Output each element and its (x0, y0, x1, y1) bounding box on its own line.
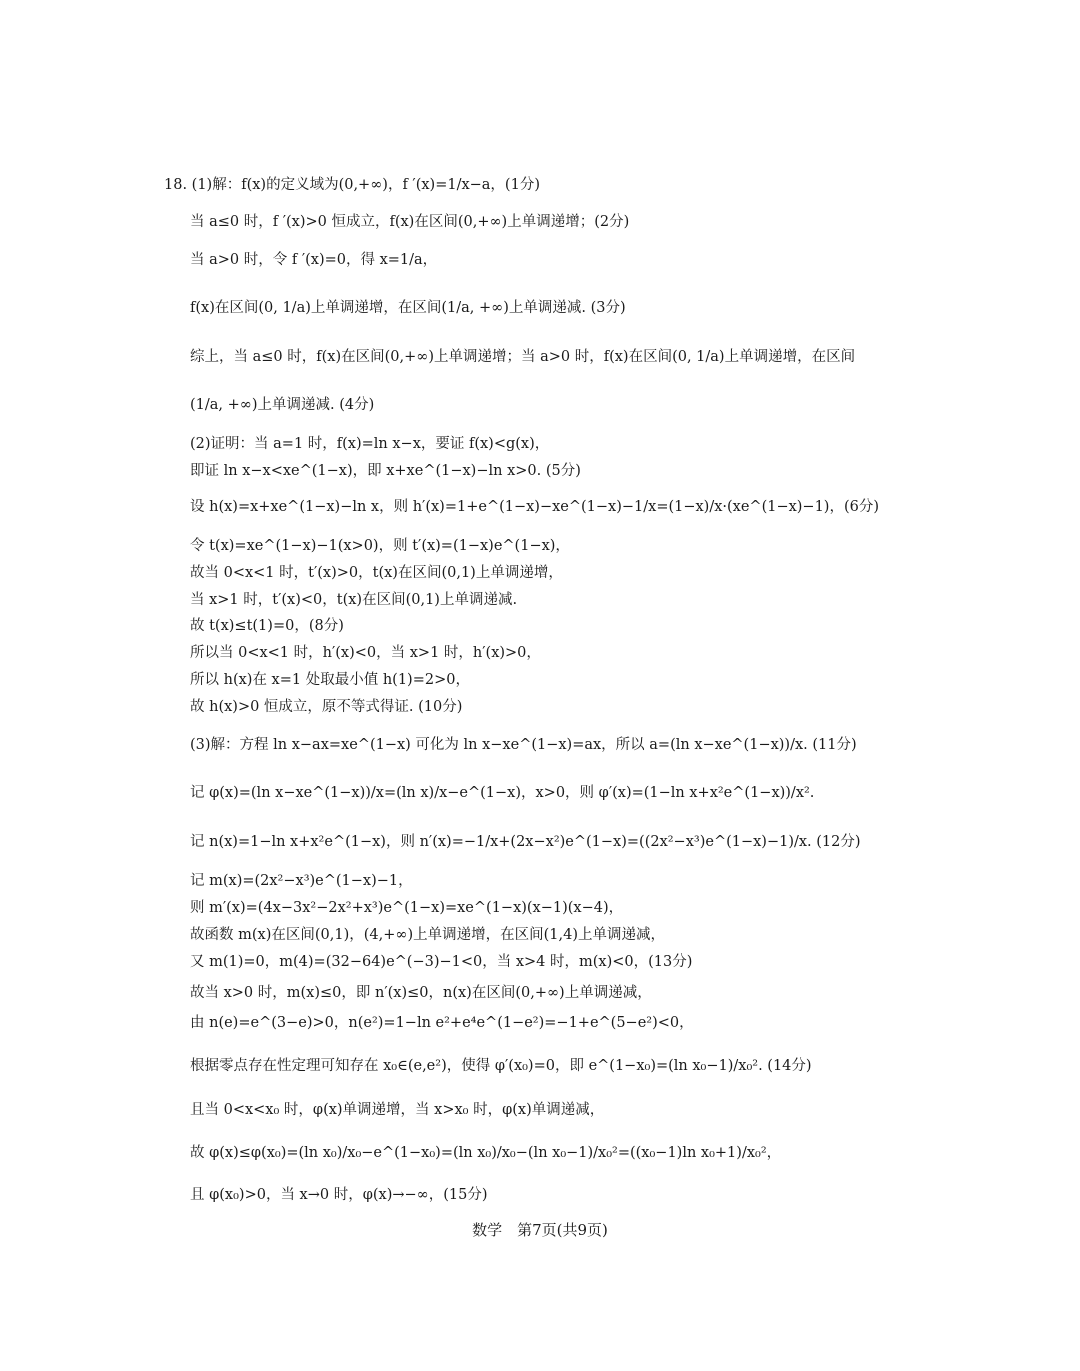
text-line: 当 x>1 时，t′(x)<0，t(x)在区间(0,1)上单调递减. (190, 592, 518, 608)
text-line: 18. (1)解：f(x)的定义域为(0,+∞)，f ′(x)=1/x−a，(1分) (164, 177, 540, 193)
text-line: 记 n(x)=1−ln x+x²e^(1−x)，则 n′(x)=−1/x+(2x−x²)e^(1−x)=((2x²−x³)e^(1−x)−1)/x. (12分) (190, 834, 861, 850)
text-line: f(x)在区间(0, 1/a)上单调递增，在区间(1/a, +∞)上单调递减. (3分) (190, 300, 626, 316)
text-line: 所以 h(x)在 x=1 处取最小值 h(1)=2>0， (190, 672, 470, 688)
text-line: 故函数 m(x)在区间(0,1)，(4,+∞)上单调递增，在区间(1,4)上单调递减， (190, 927, 665, 943)
text-line: 当 a≤0 时，f ′(x)>0 恒成立，f(x)在区间(0,+∞)上单调递增；(2分) (190, 214, 630, 230)
text-line: 综上，当 a≤0 时，f(x)在区间(0,+∞)上单调递增；当 a>0 时，f(x)在区间(0, 1/a)上单调递增，在区间 (190, 349, 856, 365)
text-line: 且当 0<x<x₀ 时，φ(x)单调递增，当 x>x₀ 时，φ(x)单调递减， (190, 1102, 605, 1118)
text-line: (1/a, +∞)上单调递减. (4分) (190, 397, 375, 413)
text-line: 故 h(x)>0 恒成立，原不等式得证. (10分) (190, 699, 463, 715)
text-line: 又 m(1)=0，m(4)=(32−64)e^(−3)−1<0，当 x>4 时，m(x)<0，(13分) (190, 954, 693, 970)
text-line: 根据零点存在性定理可知存在 x₀∈(e,e²)，使得 φ′(x₀)=0，即 e^(1−x₀)=(ln x₀−1)/x₀². (14分) (190, 1058, 812, 1074)
text-line: (3)解：方程 ln x−ax=xe^(1−x) 可化为 ln x−xe^(1−x)=ax，所以 a=(ln x−xe^(1−x))/x. (11分) (190, 737, 857, 753)
text-line: 当 a>0 时，令 f ′(x)=0，得 x=1/a， (190, 252, 438, 268)
text-line: 记 m(x)=(2x²−x³)e^(1−x)−1， (190, 873, 413, 889)
text-line: 所以当 0<x<1 时，h′(x)<0，当 x>1 时，h′(x)>0， (190, 645, 541, 661)
text-line: 故 t(x)≤t(1)=0，(8分) (190, 618, 344, 634)
page-footer: 数学 第7页(共9页) (472, 1221, 608, 1239)
text-line: 记 φ(x)=(ln x−xe^(1−x))/x=(ln x)/x−e^(1−x)，x>0，则 φ′(x)=(1−ln x+x²e^(1−x))/x². (190, 785, 815, 801)
text-line: 且 φ(x₀)>0，当 x→0 时，φ(x)→−∞，(15分) (190, 1187, 488, 1203)
text-line: 令 t(x)=xe^(1−x)−1(x>0)，则 t′(x)=(1−x)e^(1−x)， (190, 538, 570, 554)
text-line: 即证 ln x−x<xe^(1−x)，即 x+xe^(1−x)−ln x>0. (5分) (190, 463, 581, 479)
text-line: 设 h(x)=x+xe^(1−x)−ln x，则 h′(x)=1+e^(1−x)−xe^(1−x)−1/x=(1−x)/x·(xe^(1−x)−1)，(6分) (190, 499, 880, 515)
text-line: 则 m′(x)=(4x−3x²−2x²+x³)e^(1−x)=xe^(1−x)(x−1)(x−4)， (190, 900, 624, 916)
text-line: 故 φ(x)≤φ(x₀)=(ln x₀)/x₀−e^(1−x₀)=(ln x₀)/x₀−(ln x₀−1)/x₀²=((x₀−1)ln x₀+1)/x₀²， (190, 1145, 782, 1161)
text-line: 故当 x>0 时，m(x)≤0，即 n′(x)≤0，n(x)在区间(0,+∞)上单调递减， (190, 985, 652, 1001)
text-line: 由 n(e)=e^(3−e)>0，n(e²)=1−ln e²+e⁴e^(1−e²)=−1+e^(5−e²)<0， (190, 1015, 694, 1031)
text-line: (2)证明：当 a=1 时，f(x)=ln x−x，要证 f(x)<g(x)， (190, 436, 550, 452)
text-line: 故当 0<x<1 时，t′(x)>0，t(x)在区间(0,1)上单调递增， (190, 565, 563, 581)
